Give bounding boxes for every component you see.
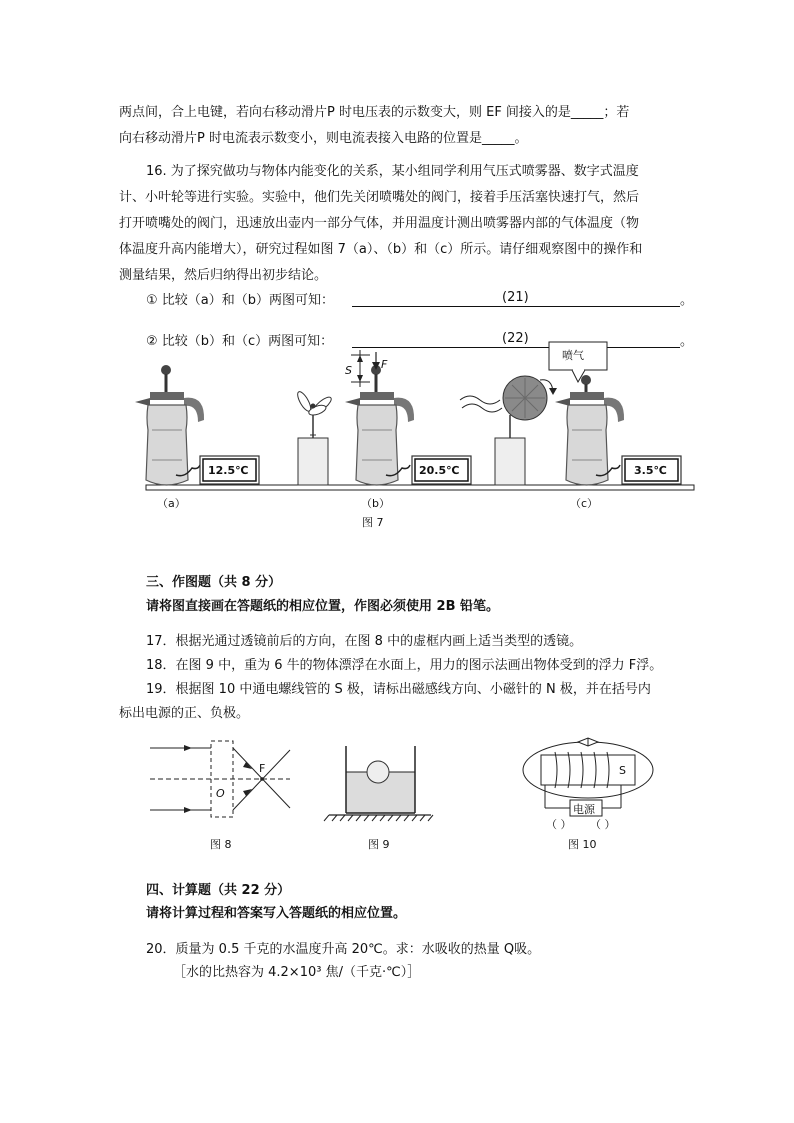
force-label: F	[381, 358, 388, 371]
temp-reading-a: 12.5℃	[208, 464, 249, 477]
fig10-bracket-right: （ ）	[590, 818, 616, 831]
displacement-label: S	[345, 364, 352, 377]
fig7-caption: 图 7	[362, 516, 384, 529]
fig8-optical-center-label: O	[216, 787, 225, 800]
spray-label: 喷气	[562, 349, 584, 362]
fig7-label-c: （c）	[570, 497, 599, 510]
q20-line-2: ［水的比热容为 4.2×10³ 焦/（千克·℃）］	[173, 965, 421, 980]
fig10-bracket-left: （ ）	[546, 818, 572, 831]
q16-item-1-label: ① 比较（a）和（b）两图可知：	[146, 293, 335, 308]
fig8-caption: 图 8	[210, 838, 232, 851]
q16-end-mark-1: 。	[680, 293, 694, 308]
section-3-title: 三、作图题（共 8 分）	[146, 575, 282, 590]
q15-line-1: 两点间，合上电键，若向右移动滑片P 时电压表的示数变大，则 EF 间接入的是_____；若	[119, 105, 630, 120]
fig10-caption: 图 10	[568, 838, 597, 851]
figure-9-beaker	[324, 746, 433, 821]
q16-line-2: 计、小叶轮等进行实验。实验中，他们先关闭喷嘴处的阀门，接着手压活塞快速打气，然后	[119, 190, 640, 205]
q19-line-1: 19．根据图 10 中通电螺线管的 S 极，请标出磁感线方向、小磁针的 N 极，并在括号内	[146, 682, 651, 697]
fig9-caption: 图 9	[368, 838, 390, 851]
q15-line-2: 向右移动滑片P 时电流表示数变小，则电流表接入电路的位置是_____。	[119, 131, 528, 146]
q17-text: 17．根据光通过透镜前后的方向，在图 8 中的虚框内画上适当类型的透镜。	[146, 634, 583, 649]
temp-reading-c: 3.5℃	[634, 464, 667, 477]
q20-line-1: 20．质量为 0.5 千克的水温度升高 20℃。求：水吸收的热量 Q吸。	[146, 942, 541, 957]
q16-blank-21: (21)	[502, 290, 529, 305]
figure-8-lens-box	[150, 741, 290, 817]
section-4-title: 四、计算题（共 22 分）	[146, 883, 291, 898]
q16-line-1: 16. 为了探究做功与物体内能变化的关系，某小组同学利用气压式喷雾器、数字式温度	[146, 164, 639, 179]
q16-blank-22: (22)	[502, 331, 529, 346]
q16-end-mark-2: 。	[680, 334, 694, 349]
fig7-label-a: （a）	[157, 497, 186, 510]
q18-text: 18．在图 9 中，重为 6 牛的物体漂浮在水面上，用力的图示法画出物体受到的浮力 F浮。	[146, 658, 663, 673]
fig10-power-source-label: 电源	[573, 803, 595, 816]
fig8-focal-label: F	[259, 762, 266, 775]
temp-reading-b: 20.5℃	[419, 464, 460, 477]
q16-line-4: 体温度升高内能增大），研究过程如图 7（a）、（b）和（c）所示。请仔细观察图中的操作和	[119, 242, 643, 257]
fig10-s-pole-label: S	[619, 764, 626, 777]
fig7-label-b: （b）	[361, 497, 390, 510]
section-3-instruction: 请将图直接画在答题纸的相应位置，作图必须使用 2B 铅笔。	[146, 599, 500, 614]
q19-line-2: 标出电源的正、负极。	[119, 706, 250, 721]
q16-line-5: 测量结果，然后归纳得出初步结论。	[119, 268, 328, 283]
q16-line-3: 打开喷嘴处的阀门，迅速放出壶内一部分气体，并用温度计测出喷雾器内部的气体温度（物	[119, 216, 640, 231]
section-4-instruction: 请将计算过程和答案写入答题纸的相应位置。	[146, 906, 407, 921]
q16-item-2-label: ② 比较（b）和（c）两图可知：	[146, 334, 334, 349]
